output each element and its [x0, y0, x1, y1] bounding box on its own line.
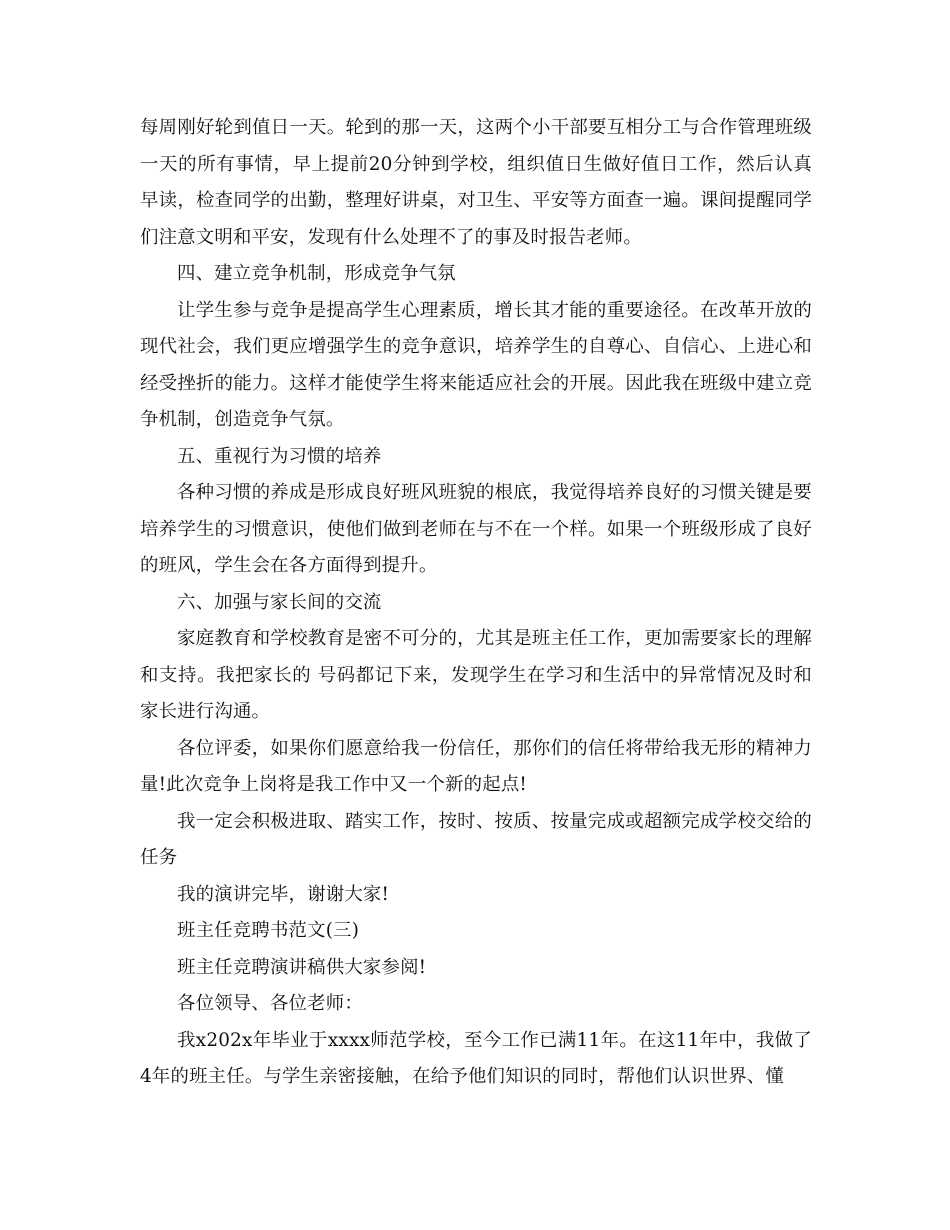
paragraph-closing: 我的演讲完毕，谢谢大家!: [177, 883, 390, 905]
salutation: 各位领导、各位老师：: [177, 993, 363, 1014]
paragraph-judges: 各位评委，如果你们愿意给我一份信任，那你们的信任将带给我无形的精神力量!此次竞争上岗将是我工作中又一个新的起点!: [140, 737, 812, 795]
section-title-sample-three: 班主任竞聘书范文(三): [177, 920, 360, 941]
paragraph-parents: 家庭教育和学校教育是密不可分的，尤其是班主任工作，更加需要家长的理解和支持。我把家长的 号码都记下来，发现学生在学习和生活中的异常情况及时和家长进行沟通。: [140, 628, 812, 722]
paragraph-habits: 各种习惯的养成是形成良好班风班貌的根底，我觉得培养良好的习惯关键是要培养学生的习惯意识，使他们做到老师在与不在一个样。如果一个班级形成了良好的班风，学生会在各方面得到提升。: [140, 482, 812, 576]
paragraph-duty-rotation: 每周刚好轮到值日一天。轮到的那一天，这两个小干部要互相分工与合作管理班级一天的所有事情，早上提前20分钟到学校，组织值日生做好值日工作，然后认真早读，检查同学的出勤，整理好讲桌，对卫生、平安等方面查一遍。课间提醒同学们注意文明和平安，发现有什么处理不了的事及时报告老师。: [140, 117, 812, 248]
paragraph-reference-note: 班主任竞聘演讲稿供大家参阅!: [177, 956, 427, 978]
heading-competition-mechanism: 四、建立竞争机制，形成竞争气氛: [177, 263, 456, 284]
paragraph-competition: 让学生参与竞争是提高学生心理素质，增长其才能的重要途径。在改革开放的现代社会，我们更应增强学生的竞争意识，培养学生的自尊心、自信心、上进心和经受挫折的能力。这样才能使学生将来能适应社会的开展。因此我在班级中建立竞争机制，创造竞争气氛。: [140, 299, 812, 430]
heading-habit-cultivation: 五、重视行为习惯的培养: [177, 445, 382, 467]
document-body: [140, 110, 812, 1096]
heading-parent-communication: 六、加强与家长间的交流: [177, 591, 382, 613]
paragraph-introduction: 我x202x年毕业于xxxx师范学校，至今工作已满11年。在这11年中，我做了4年的班主任。与学生亲密接触，在给予他们知识的同时，帮他们认识世界、懂: [140, 1029, 812, 1087]
paragraph-commitment: 我一定会积极进取、踏实工作，按时、按质、按量完成或超额完成学校交给的任务: [140, 810, 812, 868]
